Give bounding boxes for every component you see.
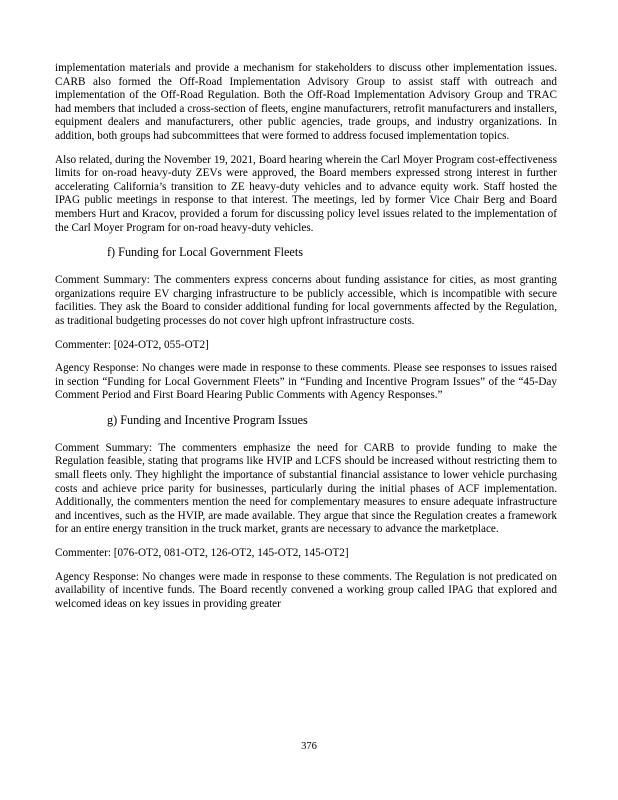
- document-body: [55, 62, 557, 621]
- agency-response: Agency Response: No changes were made in response to these comments. Please see responses to issues raised in section “Funding for Local Government Fleets” in “Funding and Incentive Program Issues” of the “45-Day Comment Period and First Board Hearing Public Comments with Agency Responses.”: [55, 362, 557, 402]
- section-heading: f) Funding for Local Government Fleets: [107, 245, 303, 260]
- agency-response: Agency Response: No changes were made in response to these comments. The Regulation is not predicated on availability of incentive funds. The Board recently convened a working group called IPAG that explored and welcomed ideas on key issues in providing greater: [55, 570, 557, 610]
- comment-summary: Comment Summary: The commenters emphasize the need for CARB to provide funding to make the Regulation feasible, stating that programs like HVIP and LCFS should be increased without restricting them to small fleets only. They highlight the importance of substantial financial assistance to lower vehicle purchasing costs and achieve price parity for businesses, particularly during the initial phases of ACF implementation. Additionally, the commenters mention the need for complementary measures to ensure adequate infrastructure and incentives, such as the HVIP, are made available. They argue that since the Regulation creates a framework for an entire energy transition in the truck market, grants are necessary to advance the marketplace.: [55, 441, 557, 536]
- section-heading: g) Funding and Incentive Program Issues: [107, 412, 308, 427]
- body-paragraph: implementation materials and provide a mechanism for stakeholders to discuss other implementation issues. CARB also formed the Off-Road Implementation Advisory Group to assist staff with outreach and implementation of the Off-Road Regulation. Both the Off-Road Implementation Advisory Group and TRAC had members that included a cross-section of fleets, engine manufacturers, retrofit manufacturers and installers, equipment dealers and manufacturers, other public agencies, trade groups, and industry organizations. In addition, both groups had subcommittees that were formed to address focused implementation topics.: [55, 62, 557, 142]
- page-number: 376: [301, 741, 317, 752]
- comment-summary: Comment Summary: The commenters express concerns about funding assistance for cities, as most granting organizations require EV charging infrastructure to be publicly accessible, which is incompatible with secure facilities. They ask the Board to consider additional funding for local governments affected by the Regulation, as traditional budgeting processes do not cover high upfront infrastructure costs.: [55, 274, 557, 327]
- commenter-line: Commenter: [076-OT2, 081-OT2, 126-OT2, 145-OT2, 145-OT2]: [55, 547, 349, 560]
- body-paragraph: Also related, during the November 19, 2021, Board hearing wherein the Carl Moyer Program cost-effectiveness limits for on-road heavy-duty ZEVs were approved, the Board members expressed strong interest in further accelerating California’s transition to ZE heavy-duty vehicles and to advance equity work. Staff hosted the IPAG public meetings in response to that interest. The meetings, led by former Vice Chair Berg and Board members Hurt and Kracov, provided a forum for discussing policy level issues related to the implementation of the Carl Moyer Program for on-road heavy-duty vehicles.: [55, 153, 557, 234]
- commenter-line: Commenter: [024-OT2, 055-OT2]: [55, 338, 209, 351]
